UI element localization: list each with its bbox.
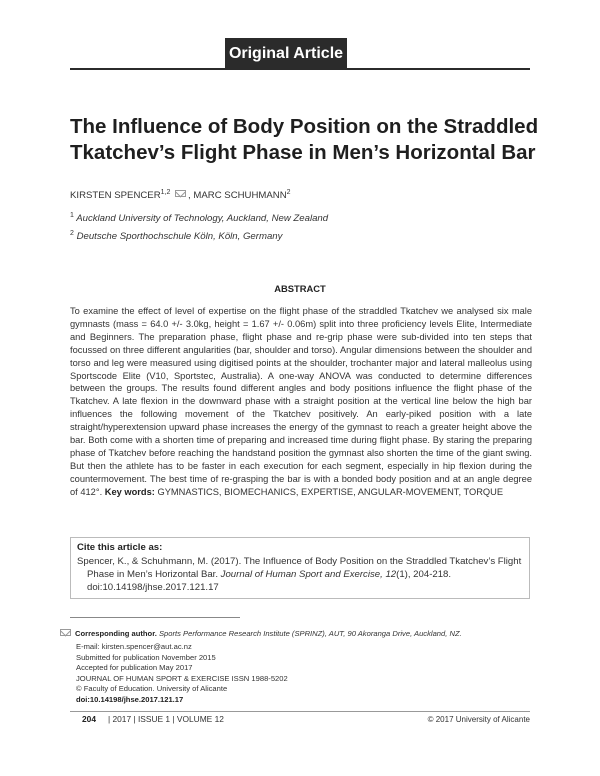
email-line[interactable]: E-mail: kirsten.spencer@aut.ac.nz	[76, 642, 192, 651]
citation-part2: (1), 204-218. doi:10.14198/jhse.2017.121.17	[87, 569, 452, 593]
affiliation-text: Deutsche Sporthochschule Köln, Köln, Germany	[76, 231, 283, 243]
author-affiliation-mark: 1,2	[160, 189, 171, 196]
envelope-icon	[60, 629, 71, 636]
citation-box	[70, 537, 530, 599]
doi-line[interactable]: doi:10.14198/jhse.2017.121.17	[76, 694, 184, 704]
author-separator: ,	[188, 190, 194, 202]
citation-journal: Journal of Human Sport and Exercise, 12	[220, 569, 397, 580]
footer-left	[82, 714, 224, 724]
affiliation-2	[70, 230, 282, 242]
abstract-heading: ABSTRACT	[274, 283, 326, 294]
submitted-line: Submitted for publication November 2015	[76, 652, 216, 662]
issue-info: | 2017 | ISSUE 1 | VOLUME 12	[107, 714, 224, 724]
header-rule	[70, 68, 530, 70]
affiliation-number: 1	[70, 212, 74, 219]
affiliation-text: Auckland University of Technology, Auckland, New Zealand	[76, 213, 329, 225]
journal-issn-line: JOURNAL OF HUMAN SPORT & EXERCISE ISSN 1988-5202	[76, 673, 288, 683]
abstract-text	[70, 305, 532, 499]
author-name: KIRSTEN SPENCER	[70, 190, 161, 202]
affiliation-1	[70, 212, 328, 224]
article-title: The Influence of Body Position on the Straddled Tkatchev’s Flight Phase in Men’s Horizontal Bar	[70, 115, 539, 164]
author-affiliation-mark: 2	[286, 189, 291, 196]
affiliation-number: 2	[70, 230, 74, 237]
corresponding-label: Corresponding author.	[75, 629, 157, 638]
keywords: GYMNASTICS, BIOMECHANICS, EXPERTISE, ANGULAR-MOVEMENT, TORQUE	[154, 486, 504, 497]
envelope-icon[interactable]	[175, 190, 186, 197]
accepted-line: Accepted for publication May 2017	[76, 663, 193, 672]
citation-part1: Spencer, K., & Schuhmann, M. (2017). The Influence of Body Position on the Straddled Tkatchev’s Flight Phase in Men’s Horizontal Bar.	[77, 556, 522, 580]
author-name: MARC SCHUHMANN	[193, 190, 287, 202]
footer-rule	[70, 711, 530, 712]
corresponding-author	[60, 629, 462, 638]
footnote-separator	[70, 617, 240, 618]
faculty-line: © Faculty of Education. University of Alicante	[76, 684, 228, 693]
article-type-badge: Original Article	[225, 38, 347, 70]
abstract-body: To examine the effect of level of expertise on the flight phase of the straddled Tkatchev we analysed six male gymnasts (mass = 64.0 +/- 3.0kg, height = 1.67 +/- 0.06m) split into three proficiency levels Elite, Intermediate and Beginners. The preparation phase, flight phase and re-grip phase were sub-divided into ten steps that focussed on three different angularities (bar, shoulder and torso). Angular dimensions between the shoulder and torso and leg were measured using digitised points at the shoulder, trochanter major and lateral malleolus using Sportscode Elite (V10, Sportstec, Australia). A one-way ANOVA was conducted to determine differences between the groups. The results found different angles and body positions influence the flight phase of the Tkatchev. A late flexion in the downward phase with a straight position at the vertical line below the high bar influences the following movement of the Tkatchev positively. An early-piked position with a late straight/hyperextension upward phase increases the energy of the gymnast to reach a greater height above the bar. Both come with a shorten time of preparing and increased time during flight phase. By staring the preparing phase of Tkatchev before reaching the handstand position the gymnast also shorten the time of the giant swing. But then the athlete has to be faster in each execution for each segment, especially in hip flexion during the countermovement. The best time of re-grasping the bar is with a bonded body position and at an angle degree of 412°.	[70, 306, 532, 497]
page-number: 204	[82, 714, 96, 724]
publication-meta	[76, 642, 288, 705]
author-line	[70, 189, 291, 201]
footer-copyright: © 2017 University of Alicante	[427, 715, 530, 724]
keywords-label: Key words:	[104, 486, 155, 497]
citation-heading: Cite this article as:	[77, 542, 163, 553]
citation-text	[77, 555, 523, 594]
corresponding-address: Sports Performance Research Institute (SPRINZ), AUT, 90 Akoranga Drive, Auckland, NZ.	[156, 629, 462, 638]
